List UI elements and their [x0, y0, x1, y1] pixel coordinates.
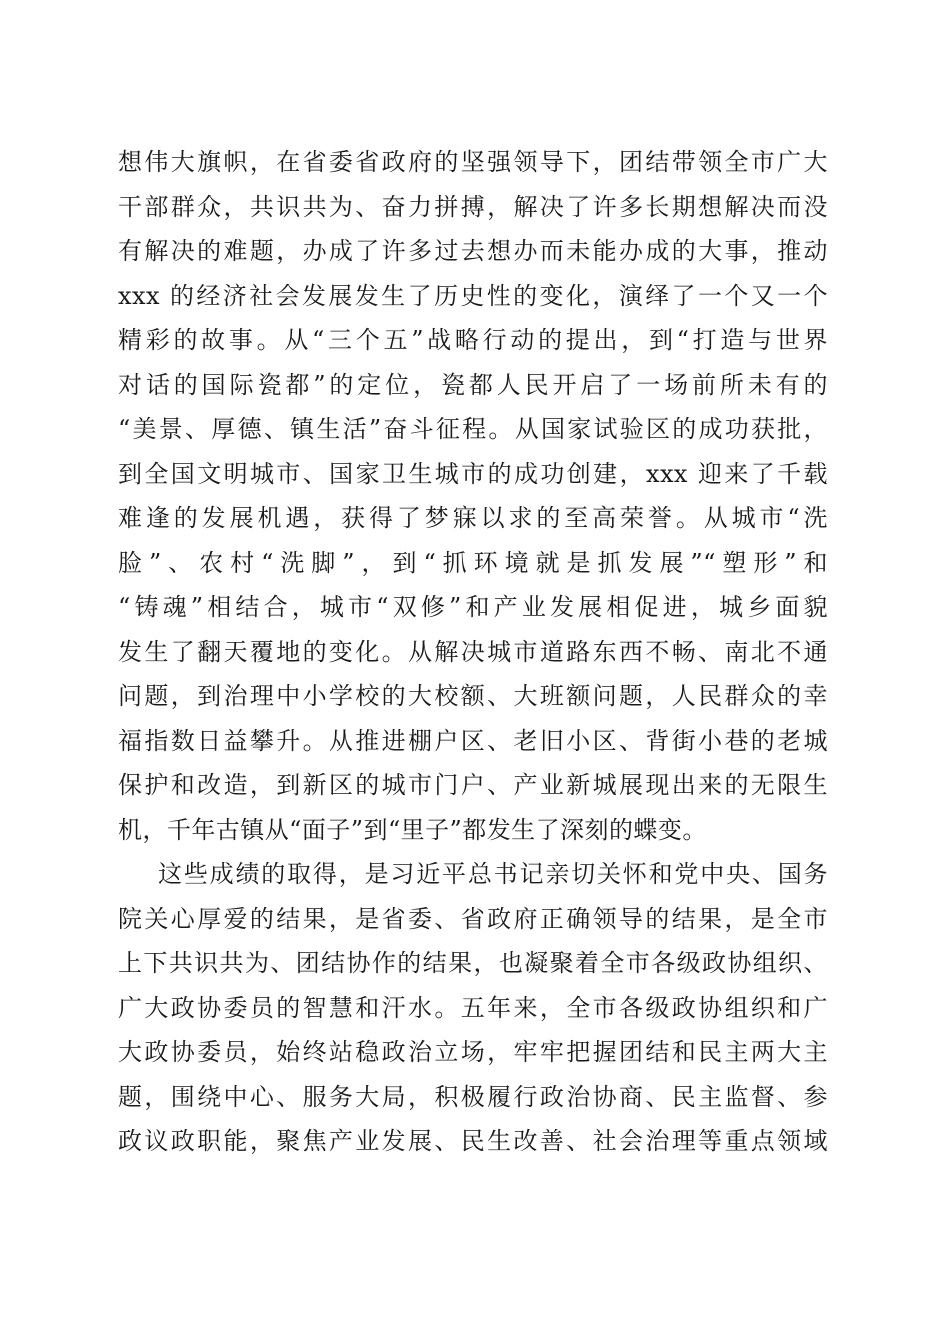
text-line: 大政协委员，始终站稳政治立场，牢牢把握团结和民主两大主 [118, 1038, 828, 1066]
paragraph-1 [118, 140, 828, 852]
text-line: 想伟大旗帜，在省委省政府的坚强领导下，团结带领全市广大 [118, 148, 828, 176]
text-line: 精彩的故事。从“三个五”战略行动的提出，到“打造与世界 [118, 326, 828, 354]
text-line: 题，围绕中心、服务大局，积极履行政治协商、民主监督、参 [118, 1082, 828, 1111]
text-line: 发生了翻天覆地的变化。从解决城市道路东西不畅、南北不通 [118, 637, 828, 666]
text-line: 对话的国际瓷都”的定位，瓷都人民开启了一场前所未有的 [118, 370, 828, 399]
text-line: 广大政协委员的智慧和汗水。五年来，全市各级政协组织和广 [118, 993, 828, 1022]
text-line: 政议政职能，聚焦产业发展、民生改善、社会治理等重点领域 [118, 1127, 828, 1155]
text-line: 难逢的发展机遇，获得了梦寐以求的至高荣誉。从城市“洗 [118, 504, 828, 532]
text-line: 脸”、农村“洗脚”，到“抓环境就是抓发展”“塑形”和 [118, 548, 828, 577]
text-line: 福指数日益攀升。从推进棚户区、老旧小区、背街小巷的老城 [118, 726, 828, 755]
text-line: 院关心厚爱的结果，是省委、省政府正确领导的结果，是全市 [118, 904, 828, 933]
text-line: 问题，到治理中小学校的大校额、大班额问题，人民群众的幸 [118, 682, 828, 710]
body-text [118, 140, 828, 1164]
text-line: 上下共识共为、团结协作的结果，也凝聚着全市各级政协组织、 [118, 949, 828, 977]
text-line: 干部群众，共识共为、奋力拼搏，解决了许多长期想解决而没 [118, 192, 828, 221]
text-line: “美景、厚德、镇生活”奋斗征程。从国家试验区的成功获批， [118, 415, 828, 443]
paragraph-2 [118, 852, 828, 1164]
text-line: 这些成绩的取得，是习近平总书记亲切关怀和党中央、国务 [158, 860, 828, 888]
text-line: 有解决的难题，办成了许多过去想办而未能办成的大事，推动 [118, 237, 828, 265]
text-line: “铸魂”相结合，城市“双修”和产业发展相促进，城乡面貌 [118, 593, 828, 621]
text-line: 机，千年古镇从“面子”到“里子”都发生了深刻的蝶变。 [118, 815, 707, 844]
text-line: 到全国文明城市、国家卫生城市的成功创建，xxx 迎来了千载 [118, 459, 828, 488]
text-line: 保护和改造，到新区的城市门户、产业新城展现出来的无限生 [118, 771, 828, 799]
text-line: xxx 的经济社会发展发生了历史性的变化，演绎了一个又一个 [118, 281, 828, 310]
